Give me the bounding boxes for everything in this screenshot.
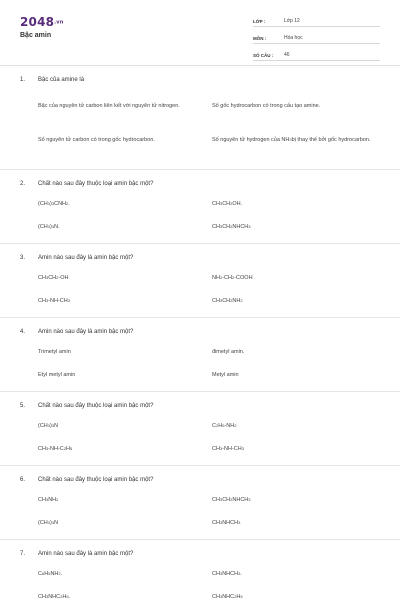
question-text: Chất nào sau đây thuộc loại amin bậc một? — [38, 181, 154, 187]
answer-option[interactable]: Etyl metyl amin — [38, 372, 76, 379]
answer-option[interactable]: CH 3 CH 2 OH. — [212, 201, 243, 208]
question-item — [0, 318, 400, 392]
question-item — [0, 466, 400, 540]
meta-row-class — [253, 13, 380, 27]
answer-option[interactable]: CH 3 CH 2 -OH — [38, 275, 69, 282]
brand-suffix: .vn — [54, 19, 64, 26]
brand-logo[interactable] — [20, 15, 64, 29]
question-number: 5. — [20, 403, 26, 409]
answer-options — [20, 485, 380, 535]
answer-option[interactable]: C 6 H 5 NH 2 . — [38, 571, 63, 578]
meta-row-subject — [253, 30, 380, 44]
question-text: Bậc của amine là — [38, 77, 85, 83]
answer-option[interactable]: (CH 3 ) 3 N — [38, 520, 59, 527]
question-header — [20, 549, 380, 559]
question-header — [20, 401, 380, 411]
answer-option[interactable]: CH 3 NHC 2 H 5 . — [38, 594, 71, 600]
answer-option[interactable]: (CH 3 ) 3 N — [38, 423, 59, 430]
question-number: 4. — [20, 329, 26, 335]
answer-option[interactable]: Trimetyl amin — [38, 349, 71, 356]
answer-options — [20, 263, 380, 313]
meta-label: MÔN : — [253, 36, 267, 41]
meta-label: SỐ CÂU : — [253, 53, 274, 58]
answer-option[interactable]: CH 3 CH 2 NHCH 3 — [212, 224, 251, 231]
question-text: Amin nào sau đây là amin bậc một? — [38, 255, 134, 261]
question-text: Amin nào sau đây là amin bậc một? — [38, 329, 134, 335]
answer-option[interactable]: Số nguyên tử hydrogen của NH 3 bị thay thế bởi gốc hydrocarbon. — [212, 136, 371, 143]
answer-option[interactable]: CH 3 NHCH 3 — [212, 520, 241, 527]
meta-label: LỚP : — [253, 19, 266, 24]
meta-row-count — [253, 47, 380, 61]
question-item — [0, 66, 400, 170]
answer-option[interactable]: CH 3 -NH-CH 3 — [38, 298, 70, 305]
question-header — [20, 327, 380, 337]
question-text: Chất nào sau đây thuộc loại amin bậc một? — [38, 477, 154, 483]
answer-options — [20, 559, 380, 600]
answer-option[interactable]: CH 3 NHC 2 H 5 — [212, 594, 243, 600]
question-item — [0, 540, 400, 600]
answer-options — [20, 411, 380, 461]
answer-option[interactable]: CH 3 -NH-C 2 H 5 — [38, 446, 73, 453]
answer-options — [20, 337, 380, 387]
answer-option[interactable]: NH 2 -CH 2 -COOH — [212, 275, 253, 282]
meta-value: Lớp 12 — [284, 18, 300, 24]
meta-value: Hóa học — [284, 35, 303, 41]
answer-option[interactable]: CH 3 CH 2 NH 2 — [212, 298, 243, 305]
answer-options — [20, 85, 380, 157]
answer-option[interactable]: C 2 H 5 -NH 2 — [212, 423, 237, 430]
answer-option[interactable]: CH 3 NH 2 — [38, 497, 59, 504]
question-number: 7. — [20, 551, 26, 557]
question-number: 3. — [20, 255, 26, 261]
question-item — [0, 170, 400, 244]
question-item — [0, 244, 400, 318]
question-text: Chất nào sau đây thuộc loại amin bậc một? — [38, 403, 154, 409]
answer-option[interactable]: CH 3 -NH-CH 3 — [212, 446, 244, 453]
answer-option[interactable]: (CH 3 ) 3 N. — [38, 224, 60, 231]
question-header — [20, 179, 380, 189]
answer-option[interactable]: Bậc của nguyên tử carbon liên kết với nguyên tử nitrogen. — [38, 102, 180, 109]
answer-option[interactable]: Số nguyên tử carbon có trong gốc hydrocarbon. — [38, 136, 155, 143]
question-text: Amin nào sau đây là amin bậc một? — [38, 551, 134, 557]
answer-option[interactable]: đimetyl amin. — [212, 349, 245, 356]
brand-name: 2048 — [20, 15, 55, 29]
answer-options — [20, 189, 380, 239]
meta-info — [253, 13, 380, 64]
question-number: 2. — [20, 181, 26, 187]
question-list — [0, 66, 400, 600]
answer-option[interactable]: CH 3 NHCH 3 . — [212, 571, 242, 578]
question-header — [20, 475, 380, 485]
answer-option[interactable]: (CH 3 ) 3 CNH 2 . — [38, 201, 70, 208]
header — [0, 0, 400, 66]
question-header — [20, 75, 380, 85]
question-number: 1. — [20, 77, 26, 83]
answer-option[interactable]: Số gốc hydrocarbon có trong cấu tạo amine. — [212, 102, 321, 109]
answer-option[interactable]: Metyl amin — [212, 372, 239, 379]
question-header — [20, 253, 380, 263]
question-number: 6. — [20, 477, 26, 483]
page-title: Bậc amin — [20, 32, 52, 39]
question-item — [0, 392, 400, 466]
answer-option[interactable]: CH 3 CH 2 NHCH 3 — [212, 497, 251, 504]
meta-value: 46 — [284, 52, 290, 58]
